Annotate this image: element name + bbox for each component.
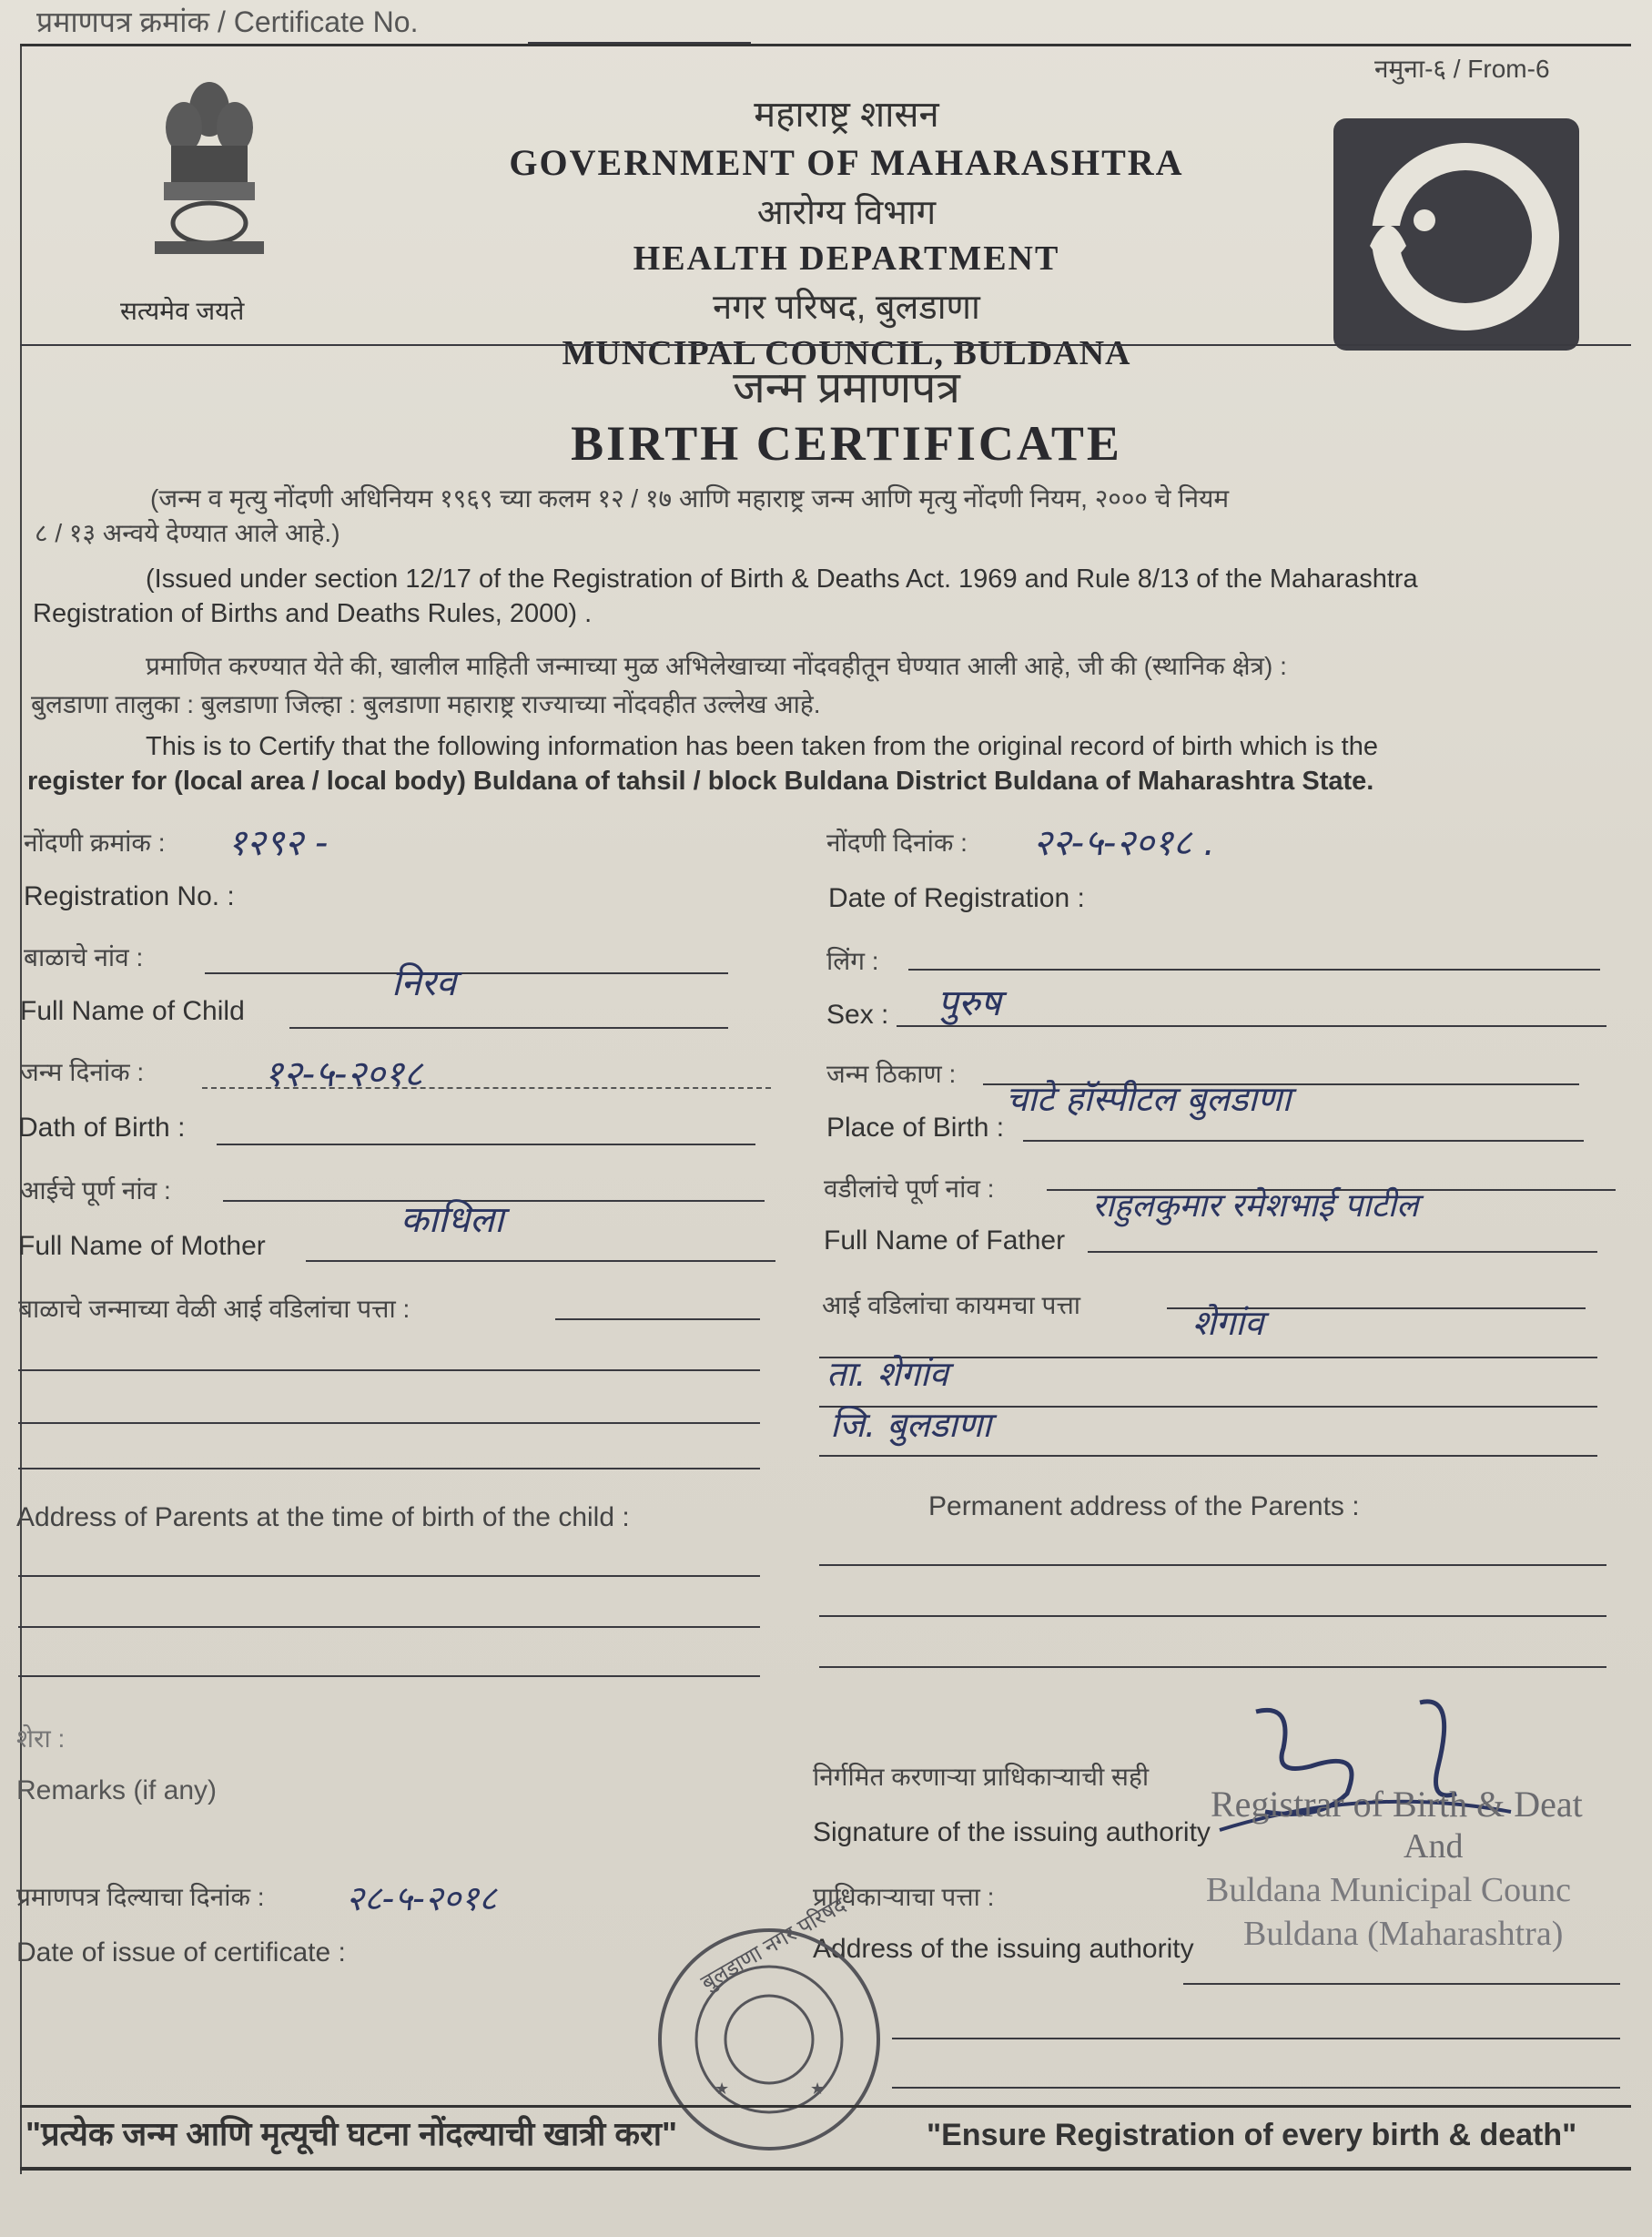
address-at-birth-line-1 <box>18 1369 760 1371</box>
signature-label-en: Signature of the issuing authority <box>813 1817 1211 1847</box>
permanent-address-line-2-value: ता. शेगांव <box>826 1354 948 1394</box>
reg-no-value: १२९२ - <box>228 822 329 864</box>
remarks-label-en: Remarks (if any) <box>16 1775 218 1805</box>
reg-date-label-en: Date of Registration : <box>828 883 1085 913</box>
dob-line-2 <box>217 1144 755 1145</box>
footer-slogan-en: "Ensure Registration of every birth & death" <box>927 2118 1577 2152</box>
permanent-address-label-mr: आई वडिलांचा कायमचा पत्ता <box>822 1291 1081 1319</box>
mother-name-line-2 <box>306 1260 775 1262</box>
authority-address-line-1 <box>1183 1983 1620 1985</box>
dob-label-en: Dath of Birth : <box>18 1113 186 1143</box>
mother-name-value: काधिला <box>400 1199 504 1241</box>
authority-address-label-mr: प्राधिकाऱ्याचा पत्ता : <box>813 1883 995 1911</box>
permanent-address-en-line-1 <box>819 1564 1606 1566</box>
sex-label-en: Sex : <box>826 1000 889 1030</box>
certify-mr-2: बुलडाणा तालुका : बुलडाणा जिल्हा : बुलडाणा महाराष्ट्र राज्याच्या नोंदवहीत उल्लेख आहे. <box>31 690 821 718</box>
permanent-address-en-line-3 <box>819 1666 1606 1668</box>
child-name-value: निरव <box>391 962 457 1004</box>
sex-label-mr: लिंग : <box>826 947 879 975</box>
dob-value: १२-५-२०१८ <box>264 1053 423 1095</box>
signature-label-mr: निर्गमित करणाऱ्या प्राधिकाऱ्याची सही <box>813 1763 1150 1791</box>
reg-no-label-mr: नोंदणी क्रमांक : <box>24 829 166 857</box>
dob-label-mr: जन्म दिनांक : <box>20 1058 145 1086</box>
permanent-address-en-line-2 <box>819 1615 1606 1617</box>
address-at-birth-en-line-1 <box>18 1575 760 1577</box>
preamble-mr-1: (जन्म व मृत्यु नोंदणी अधिनियम १९६९ च्या कलम १२ / १७ आणि महाराष्ट्र जन्म आणि मृत्यु नोंदणी नियम, २००० चे नियम <box>150 484 1230 513</box>
gov-title-en: GOVERNMENT OF MAHARASHTRA <box>509 142 1184 183</box>
preamble-en-2: Registration of Births and Deaths Rules, 2000) . <box>33 599 593 628</box>
address-at-birth-line-0 <box>555 1318 760 1320</box>
header-block <box>473 87 1220 373</box>
certificate-no-label: प्रमाणपत्र क्रमांक / Certificate No. <box>36 5 419 38</box>
child-name-label-en: Full Name of Child <box>20 996 245 1026</box>
address-at-birth-en-line-2 <box>18 1626 760 1628</box>
permanent-address-line-1-value: शेगांव <box>1192 1303 1264 1343</box>
father-name-label-mr: वडीलांचे पूर्ण नांव : <box>824 1174 995 1203</box>
registrar-stamp-line-1: Registrar of Birth & Deat <box>1211 1784 1583 1825</box>
remarks-label-mr: शेरा : <box>16 1724 66 1753</box>
top-border <box>20 44 1631 46</box>
permanent-address-line-3-value: जि. बुलडाणा <box>830 1405 992 1445</box>
issue-date-label-mr: प्रमाणपत्र दिल्याचा दिनांक : <box>16 1883 265 1911</box>
reg-date-value: २२-५-२०१८ . <box>1033 822 1215 864</box>
child-name-line-2 <box>289 1027 728 1029</box>
pob-label-en: Place of Birth : <box>826 1113 1005 1143</box>
pob-label-mr: जन्म ठिकाण : <box>826 1060 957 1088</box>
registrar-stamp-line-3: Buldana Municipal Counc <box>1206 1871 1572 1909</box>
mother-name-label-en: Full Name of Mother <box>18 1231 266 1261</box>
issue-date-value: २८-५-२०१८ <box>346 1878 497 1918</box>
father-name-line-2 <box>1088 1251 1597 1253</box>
permanent-address-line-3 <box>819 1455 1597 1457</box>
council-title-en: MUNCIPAL COUNCIL, BULDANA <box>562 334 1131 372</box>
father-name-value: राहुलकुमार रमेशभाई पाटील <box>1092 1187 1419 1225</box>
authority-address-label-en: Address of the issuing authority <box>813 1934 1194 1964</box>
svg-text:★: ★ <box>810 2079 826 2099</box>
emblem-motto: सत्यमेव जयते <box>120 297 245 325</box>
address-at-birth-line-3 <box>18 1468 760 1469</box>
dept-title-en: HEALTH DEPARTMENT <box>633 239 1060 278</box>
address-at-birth-label-mr: बाळाचे जन्माच्या वेळी आई वडिलांचा पत्ता : <box>18 1295 410 1323</box>
father-name-label-en: Full Name of Father <box>824 1225 1066 1256</box>
header-divider <box>20 344 1631 346</box>
address-at-birth-en-line-3 <box>18 1675 760 1677</box>
child-name-label-mr: बाळाचे नांव : <box>24 943 144 971</box>
gov-title-mr: महाराष्ट्र शासन <box>754 95 939 135</box>
registrar-stamp-line-4: Buldana (Maharashtra) <box>1243 1915 1564 1953</box>
reg-date-label-mr: नोंदणी दिनांक : <box>826 829 968 857</box>
address-at-birth-label-en: Address of Parents at the time of birth of the child : <box>16 1502 630 1532</box>
registrar-stamp-line-2: And <box>1404 1827 1464 1866</box>
dept-title-mr: आरोग्य विभाग <box>756 194 937 232</box>
certificate-no-line <box>528 42 751 44</box>
authority-address-line-3 <box>892 2087 1620 2089</box>
health-department-logo <box>1333 118 1579 351</box>
svg-text:★: ★ <box>715 2079 730 2099</box>
pob-value: चाटे हॉस्पीटल बुलडाणा <box>1006 1079 1292 1119</box>
national-emblem <box>127 73 291 282</box>
footer-slogan-mr: "प्रत्येक जन्म आणि मृत्यूची घटना नोंदल्याची खात्री करा" <box>25 2115 678 2152</box>
reg-no-label-en: Registration No. : <box>24 881 235 911</box>
sex-line-2 <box>897 1025 1606 1027</box>
title-en: BIRTH CERTIFICATE <box>571 416 1122 471</box>
footer-divider-top <box>20 2105 1631 2108</box>
permanent-address-label-en: Permanent address of the Parents : <box>928 1491 1360 1521</box>
preamble-mr-2: ८ / १३ अन्वये देण्यात आले आहे.) <box>35 519 340 547</box>
child-name-line-1 <box>205 972 728 974</box>
form-number: नमुना-६ / From-6 <box>1374 55 1550 83</box>
certify-en-1: This is to Certify that the following information has been taken from the original record of birth which is the <box>146 732 1378 761</box>
pob-line-2 <box>1023 1140 1584 1142</box>
authority-address-line-2 <box>892 2038 1620 2039</box>
seal-text: बुलडाणा नगर परिषद <box>696 1892 851 1996</box>
sex-line-1 <box>908 969 1600 971</box>
footer-divider-bottom <box>20 2167 1631 2171</box>
mother-name-label-mr: आईचे पूर्ण नांव : <box>20 1176 171 1205</box>
certify-en-2: register for (local area / local body) Buldana of tahsil / block Buldana District Buldana of Maharashtra State. <box>27 767 1374 796</box>
title-mr: जन्म प्रमाणपत्र <box>733 364 960 412</box>
certify-mr-1: प्रमाणित करण्यात येते की, खालील माहिती जन्माच्या मुळ अभिलेखाच्या नोंदवहीतून घेण्यात आली आहे, जी की (स्थानिक क्षेत्र) : <box>146 652 1287 680</box>
preamble-en-1: (Issued under section 12/17 of the Registration of Birth & Deaths Act. 1969 and Rule 8/13 of the Maharashtra <box>146 564 1418 594</box>
sex-value: पुरुष <box>937 982 1001 1024</box>
council-title-mr: नगर परिषद, बुलडाणा <box>713 289 980 327</box>
issue-date-label-en: Date of issue of certificate : <box>16 1937 346 1968</box>
address-at-birth-line-2 <box>18 1422 760 1424</box>
